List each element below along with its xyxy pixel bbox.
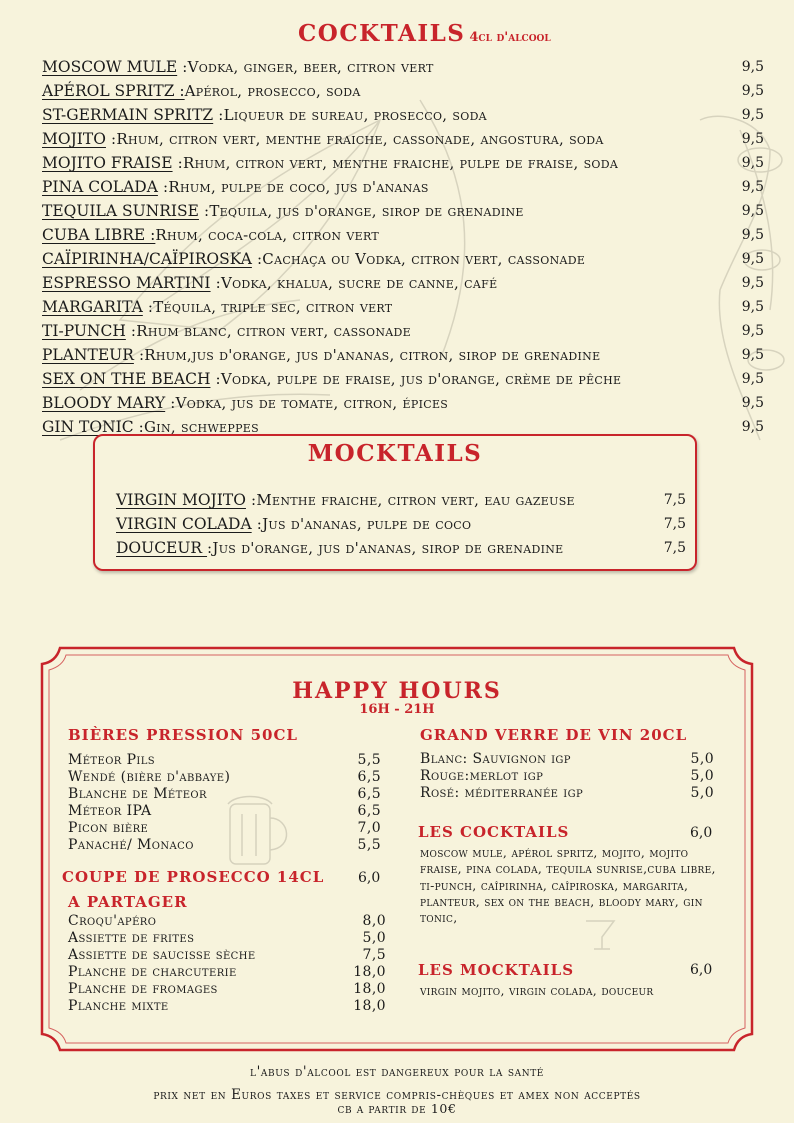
biere-row <box>68 786 381 803</box>
item-price: 5,5 <box>357 752 381 768</box>
item-price: 9,5 <box>741 203 764 219</box>
card-notice: cb a partir de 10€ <box>337 1101 457 1116</box>
item-name: Blanche de Méteor <box>68 786 207 802</box>
vin-list <box>420 751 714 802</box>
vin-row <box>420 785 714 802</box>
item-description: :Vodka, pulpe de fraise, jus d'orange, crème de pêche <box>210 370 622 388</box>
cocktail-row <box>42 129 766 153</box>
mocktail-row <box>116 490 686 514</box>
item-name: Picon bière <box>68 820 149 836</box>
item-name: VIRGIN COLADA <box>116 515 252 533</box>
cocktails-list <box>42 57 766 441</box>
item-name: PINA COLADA <box>42 178 158 196</box>
item-price: 9,5 <box>741 59 764 75</box>
partager-row <box>68 964 386 981</box>
vin-title: GRAND VERRE DE VIN 20CL <box>420 726 688 744</box>
les-mocktails-title: LES MOCKTAILS <box>418 961 575 979</box>
item-price: 6,5 <box>357 803 381 819</box>
biere-row <box>68 769 381 786</box>
cocktails-subtitle: 4cl d'alcool <box>469 30 551 45</box>
item-description: :Rhum, citron vert, menthe fraiche, cassonade, angostura, soda <box>105 130 604 148</box>
cocktail-row <box>42 273 766 297</box>
item-description: :Liqueur de sureau, prosecco, soda <box>213 106 487 124</box>
happy-hours-title: HAPPY HOURS <box>292 678 502 704</box>
item-name: PLANTEUR <box>42 346 134 364</box>
item-description: :Gin, schweppes <box>133 418 259 436</box>
item-name: Blanc: Sauvignon igp <box>420 751 571 767</box>
item-price: 9,5 <box>741 107 764 123</box>
item-name: MOSCOW MULE <box>42 58 178 76</box>
item-name: Wendé (bière d'abbaye) <box>68 769 231 785</box>
cocktail-row <box>42 249 766 273</box>
item-name: Planche mixte <box>68 998 169 1014</box>
item-name: Rouge:merlot igp <box>420 768 544 784</box>
cocktail-row <box>42 81 766 105</box>
cocktail-row <box>42 177 766 201</box>
item-name: GIN TONIC <box>42 418 134 436</box>
item-name: Assiette de saucisse sèche <box>68 947 256 963</box>
item-price: 6,5 <box>357 786 381 802</box>
partager-row <box>68 913 386 930</box>
item-price: 9,5 <box>741 299 764 315</box>
item-price: 5,0 <box>362 930 386 946</box>
item-price: 9,5 <box>741 251 764 267</box>
mocktails-box <box>93 434 697 571</box>
item-name: BLOODY MARY <box>42 394 166 412</box>
item-name: Planche de charcuterie <box>68 964 237 980</box>
cocktail-row <box>42 393 766 417</box>
cocktail-row <box>42 201 766 225</box>
item-name: Méteor Pils <box>68 752 156 768</box>
item-name: MOJITO <box>42 130 106 148</box>
cocktail-row <box>42 57 766 81</box>
les-cocktails-title: LES COCKTAILS <box>418 823 570 841</box>
mocktails-list <box>116 490 686 562</box>
cocktails-heading <box>298 20 698 47</box>
les-mocktails-price: 6,0 <box>690 962 713 978</box>
item-description: Apérol, prosecco, soda <box>184 82 361 100</box>
item-price: 9,5 <box>741 155 764 171</box>
item-name: CAÏPIRINHA/CAÏPIROSKA <box>42 250 252 268</box>
item-price: 9,5 <box>741 131 764 147</box>
item-price: 9,5 <box>741 275 764 291</box>
item-name: DOUCEUR <box>116 539 208 557</box>
cocktail-row <box>42 297 766 321</box>
prosecco-price: 6,0 <box>358 870 381 886</box>
cocktail-row <box>42 225 766 249</box>
mocktail-row <box>116 514 686 538</box>
item-name: Croqu'apéro <box>68 913 157 929</box>
item-name: VIRGIN MOJITO <box>116 491 246 509</box>
item-name: APÉROL SPRITZ : <box>42 82 185 100</box>
mocktail-row <box>116 538 686 562</box>
item-description: :Rhum blanc, citron vert, cassonade <box>125 322 411 340</box>
item-name: CUBA LIBRE : <box>42 226 156 244</box>
item-price: 9,5 <box>741 419 764 435</box>
item-price: 5,0 <box>690 768 714 784</box>
item-name: ST-GERMAIN SPRITZ <box>42 106 214 124</box>
bieres-title: BIÈRES PRESSION 50CL <box>68 726 298 744</box>
partager-row <box>68 947 386 964</box>
item-price: 7,5 <box>663 492 686 508</box>
partager-row <box>68 930 386 947</box>
bieres-list <box>68 752 381 854</box>
item-name: TEQUILA SUNRISE <box>42 202 199 220</box>
biere-row <box>68 752 381 769</box>
item-description: :Jus d'orange, jus d'ananas, sirop de grenadine <box>207 539 564 557</box>
partager-list <box>68 913 386 1015</box>
vin-row <box>420 751 714 768</box>
item-name: Planche de fromages <box>68 981 218 997</box>
item-price: 9,5 <box>741 323 764 339</box>
item-price: 9,5 <box>741 179 764 195</box>
item-description: :Tequila, jus d'orange, sirop de grenadine <box>198 202 524 220</box>
item-price: 18,0 <box>353 981 386 997</box>
cocktails-title: COCKTAILS <box>298 20 466 47</box>
les-cocktails-price: 6,0 <box>690 825 713 841</box>
partager-title: A PARTAGER <box>68 893 188 911</box>
cocktail-row <box>42 345 766 369</box>
item-description: :Vodka, jus de tomate, citron, épices <box>165 394 449 412</box>
item-description: :Rhum,jus d'orange, jus d'ananas, citron, sirop de grenadine <box>133 346 601 364</box>
item-name: Panaché/ Monaco <box>68 837 194 853</box>
item-description: :Vodka, khalua, sucre de canne, café <box>210 274 498 292</box>
item-price: 9,5 <box>741 371 764 387</box>
item-description: :Téquila, triple sec, citron vert <box>142 298 393 316</box>
cocktail-row <box>42 369 766 393</box>
alcohol-warning: l'abus d'alcool est dangereux pour la santé <box>250 1064 544 1080</box>
item-price: 9,5 <box>741 83 764 99</box>
item-name: Assiette de frites <box>68 930 195 946</box>
cocktail-row <box>42 321 766 345</box>
price-notice: prix net en Euros taxes et service compris-chèques et amex non acceptés <box>153 1087 641 1103</box>
item-description: :Cachaça ou Vodka, citron vert, cassonade <box>251 250 586 268</box>
item-description: :Rhum, pulpe de coco, jus d'ananas <box>157 178 429 196</box>
cocktail-row <box>42 105 766 129</box>
item-price: 8,0 <box>362 913 386 929</box>
item-name: MOJITO FRAISE <box>42 154 173 172</box>
item-name: ESPRESSO MARTINI <box>42 274 211 292</box>
prosecco-title: COUPE DE PROSECCO 14CL <box>62 868 325 886</box>
vin-row <box>420 768 714 785</box>
item-price: 9,5 <box>741 347 764 363</box>
item-description: :Vodka, ginger, beer, citron vert <box>177 58 434 76</box>
item-name: SEX ON THE BEACH <box>42 370 211 388</box>
partager-row <box>68 981 386 998</box>
biere-row <box>68 803 381 820</box>
item-price: 7,5 <box>663 540 686 556</box>
item-price: 5,0 <box>690 785 714 801</box>
les-cocktails-list: moscow mule, apérol spritz, mojito, mojito fraise, pina colada, tequila sunrise,cuba libre, ti-punch, caîpirinha, caîpiroska, margarita, planteur, sex on the beach, bloody mary, gin tonic, <box>420 845 716 926</box>
item-price: 9,5 <box>741 395 764 411</box>
item-price: 7,5 <box>663 516 686 532</box>
item-name: TI-PUNCH <box>42 322 126 340</box>
item-price: 18,0 <box>353 964 386 980</box>
biere-row <box>68 837 381 854</box>
item-description: :Rhum, citron vert, menthe fraiche, pulpe de fraise, soda <box>172 154 619 172</box>
item-price: 7,5 <box>362 947 386 963</box>
item-name: MARGARITA <box>42 298 143 316</box>
les-mocktails-list: virgin mojito, virgin colada, douceur <box>420 983 654 998</box>
mocktails-title: MOCKTAILS <box>307 440 483 467</box>
item-price: 9,5 <box>741 227 764 243</box>
item-price: 6,5 <box>357 769 381 785</box>
item-price: 5,5 <box>357 837 381 853</box>
item-description: :Menthe fraiche, citron vert, eau gazeuse <box>245 491 575 509</box>
item-name: Méteor IPA <box>68 803 152 819</box>
item-price: 7,0 <box>357 820 381 836</box>
happy-hours-time: 16H - 21H <box>359 702 435 717</box>
item-price: 5,0 <box>690 751 714 767</box>
item-name: Rosé: méditerranée igp <box>420 785 584 801</box>
item-price: 18,0 <box>353 998 386 1014</box>
biere-row <box>68 820 381 837</box>
partager-row <box>68 998 386 1015</box>
item-description: :Jus d'ananas, pulpe de coco <box>251 515 472 533</box>
cocktail-row <box>42 153 766 177</box>
item-description: Rhum, coca-cola, citron vert <box>155 226 380 244</box>
